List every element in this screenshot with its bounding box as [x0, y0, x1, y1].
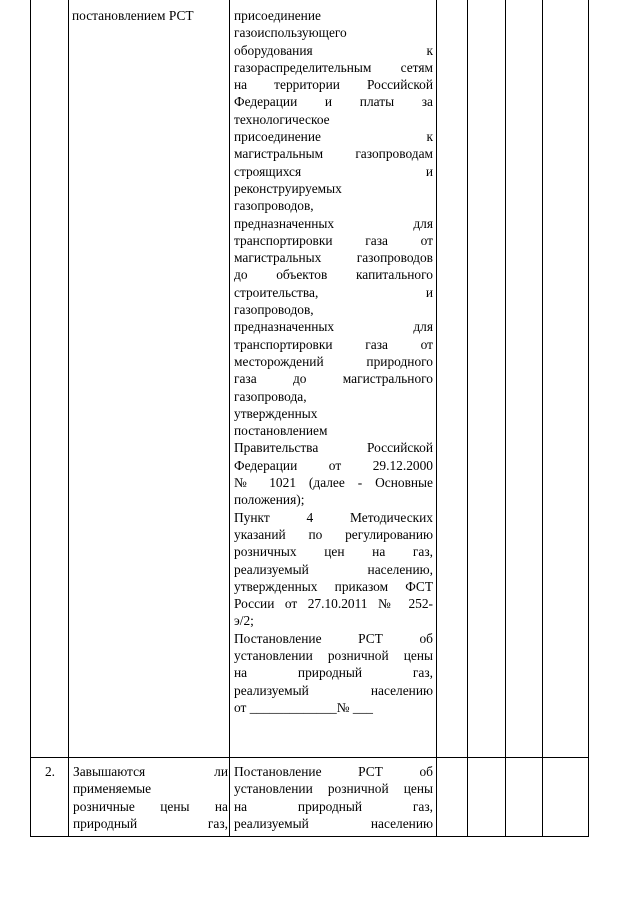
text-line: предназначенных для	[234, 215, 433, 231]
column-divider-3	[436, 0, 437, 837]
text-line: газопровода,	[234, 388, 307, 404]
text-line: постановлением	[234, 423, 328, 439]
text-line: природный газ,	[73, 815, 228, 831]
table-border-bottom	[30, 836, 589, 837]
row2-number: 2.	[44, 764, 56, 779]
text-line: присоединение к	[234, 129, 433, 145]
text-line: Федерации от 29.12.2000	[234, 457, 433, 473]
text-line: указаний по регулированию	[234, 526, 433, 542]
table-border-right	[588, 0, 589, 837]
text-line: магистральных газопроводов	[234, 250, 433, 266]
text-line: реализуемый населению	[234, 682, 433, 698]
text-line: на природный газ,	[234, 798, 433, 814]
table-border-left	[30, 0, 31, 837]
text-line: Пункт 4 Методических	[234, 509, 433, 525]
text-line: применяемые	[73, 781, 152, 797]
text-line: розничные цены на	[73, 798, 228, 814]
text-line: установлении розничной цены	[234, 781, 433, 797]
text-line: строительства, и	[234, 284, 433, 300]
text-line: России от 27.10.2011 № 252-	[234, 596, 433, 612]
text-line: № 1021 (далее - Основные	[234, 475, 433, 491]
text-line: постановлением РСТ	[72, 8, 194, 23]
text-line: реализуемый населению	[234, 815, 433, 831]
text-line: Постановление РСТ об	[234, 764, 433, 779]
text-line: утвержденных приказом ФСТ	[234, 578, 433, 594]
column-divider-6	[542, 0, 543, 837]
text-line: магистральным газопроводам	[234, 146, 433, 162]
text-line: Федерации и платы за	[234, 94, 433, 110]
column-divider-5	[505, 0, 506, 837]
text-line: положения);	[234, 492, 305, 508]
text-line: транспортировки газа от	[234, 232, 433, 248]
text-line: строящихся и	[234, 163, 433, 179]
row1-basis-cell	[72, 7, 227, 24]
row2-question-cell	[73, 763, 228, 832]
text-line: Завышаются ли	[73, 764, 228, 779]
text-line: реконструируемых	[234, 180, 342, 196]
text-line: установлении розничной цены	[234, 647, 433, 663]
row1-documents-cell	[234, 7, 433, 716]
text-line: газоиспользующего	[234, 25, 347, 41]
row-divider	[30, 757, 589, 758]
text-line: газораспределительным сетям	[234, 59, 433, 75]
column-divider-1	[68, 0, 69, 837]
text-line: на территории Российской	[234, 77, 433, 93]
text-line: реализуемый населению,	[234, 561, 433, 577]
text-line: на природный газ,	[234, 665, 433, 681]
text-line: газопроводов,	[234, 302, 314, 318]
text-line: оборудования к	[234, 42, 433, 58]
text-line: Правительства Российской	[234, 440, 433, 456]
text-line: э/2;	[234, 613, 254, 629]
column-divider-4	[467, 0, 468, 837]
text-line: предназначенных для	[234, 319, 433, 335]
text-line: газа до магистрального	[234, 371, 433, 387]
column-divider-2	[229, 0, 230, 837]
text-line: до объектов капитального	[234, 267, 433, 283]
text-line: транспортировки газа от	[234, 336, 433, 352]
text-line: утвержденных	[234, 405, 318, 421]
text-line: газопроводов,	[234, 198, 314, 214]
text-line: Постановление РСТ об	[234, 630, 433, 646]
row2-documents-cell	[234, 763, 433, 832]
text-line: присоединение	[234, 8, 321, 23]
text-line: от _____________№ ___	[234, 699, 373, 715]
text-line: розничных цен на газ,	[234, 544, 433, 560]
text-line: технологическое	[234, 111, 330, 127]
text-line: месторождений природного	[234, 353, 433, 369]
